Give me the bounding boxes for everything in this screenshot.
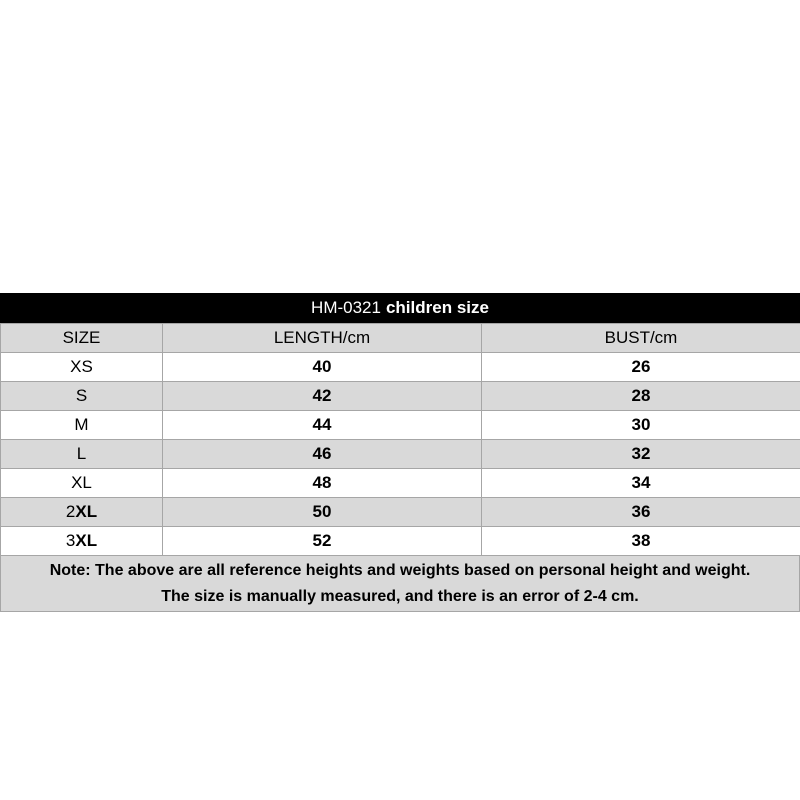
bust-cell: 26 (482, 353, 800, 382)
bust-cell: 28 (482, 382, 800, 411)
length-cell: 40 (163, 353, 482, 382)
table-row (1, 353, 800, 382)
table-row (1, 469, 800, 498)
size-prefix: XL (71, 473, 92, 492)
length-cell: 46 (163, 440, 482, 469)
table-row (1, 382, 800, 411)
size-cell (1, 527, 163, 556)
size-note (0, 556, 800, 612)
size-prefix: L (76, 444, 87, 463)
size-cell (1, 353, 163, 382)
length-cell: 44 (163, 411, 482, 440)
product-code: HM-0321 (311, 298, 381, 317)
header-length: LENGTH/cm (163, 324, 482, 353)
length-cell: 48 (163, 469, 482, 498)
size-cell (1, 498, 163, 527)
chart-title (0, 293, 800, 323)
bust-cell: 34 (482, 469, 800, 498)
table-row (1, 527, 800, 556)
size-suffix: XL (75, 531, 98, 550)
size-cell (1, 469, 163, 498)
header-size: SIZE (1, 324, 163, 353)
length-cell: 50 (163, 498, 482, 527)
size-cell (1, 411, 163, 440)
size-cell (1, 382, 163, 411)
table-header-row (1, 324, 800, 353)
size-table (0, 323, 800, 556)
bust-cell: 36 (482, 498, 800, 527)
size-chart (0, 293, 800, 612)
length-cell: 52 (163, 527, 482, 556)
size-prefix: M (74, 415, 89, 434)
chart-title-text: children size (385, 298, 489, 317)
size-prefix: XS (70, 357, 93, 376)
table-row (1, 440, 800, 469)
size-suffix: XL (75, 502, 98, 521)
size-cell (1, 440, 163, 469)
note-line-1: Note: The above are all reference heights and weights based on personal height and weight. (49, 562, 751, 579)
size-prefix: S (75, 386, 88, 405)
bust-cell: 30 (482, 411, 800, 440)
size-prefix: 3 (65, 531, 76, 550)
bust-cell: 38 (482, 527, 800, 556)
bust-cell: 32 (482, 440, 800, 469)
note-line-2: The size is manually measured, and there is an error of 2-4 cm. (161, 588, 639, 605)
header-bust: BUST/cm (482, 324, 800, 353)
table-row (1, 498, 800, 527)
size-prefix: 2 (65, 502, 76, 521)
length-cell: 42 (163, 382, 482, 411)
table-row (1, 411, 800, 440)
